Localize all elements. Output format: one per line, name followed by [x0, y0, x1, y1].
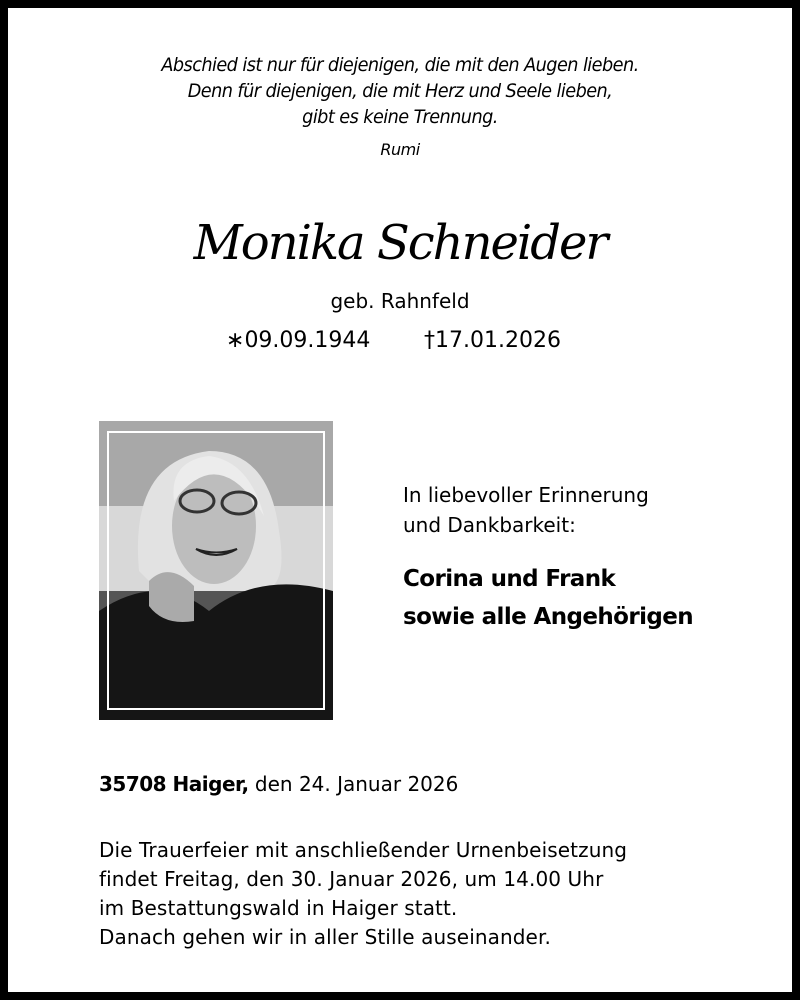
quote-author: Rumi	[380, 140, 420, 159]
place-city: 35708 Haiger,	[99, 772, 249, 796]
info-line: Die Trauerfeier mit anschließender Urnenbeisetzung	[99, 838, 628, 862]
place-date	[99, 772, 458, 796]
birth-date	[226, 328, 370, 353]
cross-icon: †	[424, 328, 435, 353]
quote	[28, 52, 772, 130]
place-date-text: den 24. Januar 2026	[248, 772, 459, 796]
family-line: sowie alle Angehörigen	[403, 604, 694, 630]
info-line: findet Freitag, den 30. Januar 2026, um 14.00 Uhr	[99, 867, 604, 891]
memorial-line: und Dankbarkeit:	[403, 513, 576, 537]
quote-line: Denn für diejenigen, die mit Herz und Seele lieben,	[187, 80, 613, 102]
info-line: im Bestattungswald in Haiger statt.	[99, 896, 458, 920]
deceased-name: Monika Schneider	[193, 215, 607, 271]
family-names	[403, 560, 693, 636]
death-date	[424, 328, 561, 353]
memorial-line: In liebevoller Erinnerung	[403, 483, 649, 507]
photo-frame	[107, 431, 325, 710]
funeral-info	[99, 836, 627, 952]
quote-line: gibt es keine Trennung.	[302, 106, 498, 128]
family-line: Corina und Frank	[403, 566, 616, 592]
info-line: Danach gehen wir in aller Stille auseinander.	[99, 925, 551, 949]
portrait-photo	[99, 421, 333, 720]
quote-line: Abschied ist nur für diejenigen, die mit den Augen lieben.	[161, 54, 639, 76]
memorial-text	[403, 480, 649, 540]
birth-star-icon: ∗	[226, 328, 245, 353]
death-date-text: 17.01.2026	[435, 328, 561, 353]
birth-date-text: 09.09.1944	[244, 328, 371, 353]
birth-name: geb. Rahnfeld	[330, 289, 470, 313]
